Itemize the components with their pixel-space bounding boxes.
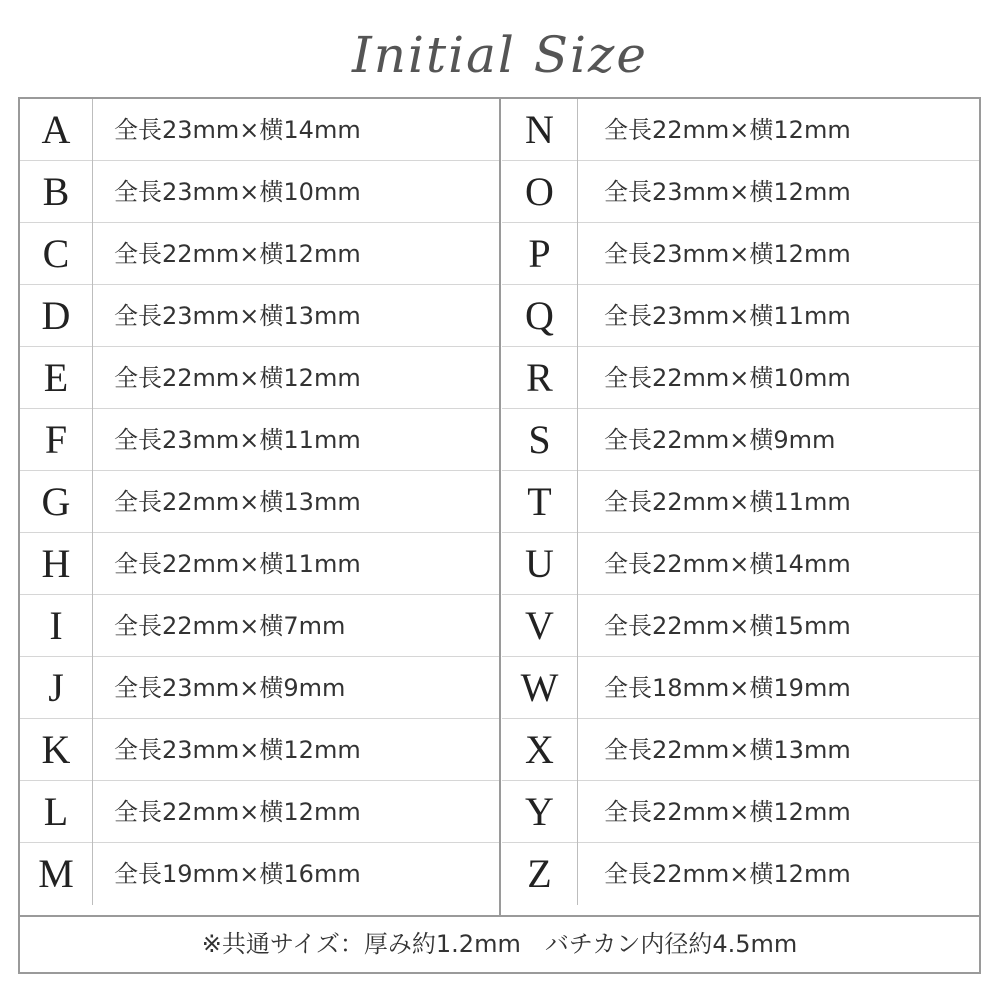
size-value: 全長23mm×横10mm — [114, 178, 361, 206]
size-value: 全長22mm×横13mm — [604, 736, 851, 764]
table-row — [20, 595, 500, 657]
table-row — [20, 285, 500, 347]
size-value: 全長23mm×横12mm — [604, 178, 851, 206]
initial-letter: I — [20, 595, 93, 657]
size-value: 全長22mm×横13mm — [114, 488, 361, 516]
size-value: 全長22mm×横12mm — [114, 364, 361, 392]
initial-letter: D — [20, 285, 93, 347]
size-value: 全長23mm×横13mm — [114, 302, 361, 330]
size-value: 全長23mm×横12mm — [114, 736, 361, 764]
size-column-right — [502, 99, 979, 915]
initial-letter: B — [20, 161, 93, 223]
initial-letter: C — [20, 223, 93, 285]
table-row — [20, 843, 500, 905]
initial-letter: G — [20, 471, 93, 533]
initial-letter: Z — [502, 843, 578, 905]
table-row — [502, 843, 979, 905]
table-row — [502, 471, 979, 533]
initial-letter: W — [502, 657, 578, 719]
size-value: 全長22mm×横12mm — [604, 860, 851, 888]
size-value: 全長22mm×横7mm — [114, 612, 346, 640]
initial-letter: N — [502, 99, 578, 161]
initial-letter: P — [502, 223, 578, 285]
table-row — [20, 347, 500, 409]
table-row — [20, 719, 500, 781]
size-value: 全長22mm×横15mm — [604, 612, 851, 640]
table-row — [20, 471, 500, 533]
table-row — [20, 161, 500, 223]
initial-letter: Y — [502, 781, 578, 843]
size-value: 全長23mm×横11mm — [604, 302, 851, 330]
initial-letter: A — [20, 99, 93, 161]
initial-letter: H — [20, 533, 93, 595]
size-column-left — [20, 99, 500, 915]
table-row — [502, 347, 979, 409]
size-value: 全長22mm×横14mm — [604, 550, 851, 578]
initial-letter: F — [20, 409, 93, 471]
size-value: 全長22mm×横10mm — [604, 364, 851, 392]
table-row — [502, 409, 979, 471]
table-row — [502, 657, 979, 719]
size-value: 全長22mm×横9mm — [604, 426, 836, 454]
column-divider — [499, 99, 501, 915]
size-value: 全長22mm×横11mm — [604, 488, 851, 516]
table-row — [20, 99, 500, 161]
size-table — [18, 97, 981, 974]
table-row — [502, 533, 979, 595]
initial-letter: O — [502, 161, 578, 223]
initial-letter: V — [502, 595, 578, 657]
size-value: 全長19mm×横16mm — [114, 860, 361, 888]
initial-letter: X — [502, 719, 578, 781]
page-title: Initial Size — [352, 26, 648, 84]
size-value: 全長22mm×横12mm — [114, 798, 361, 826]
initial-letter: E — [20, 347, 93, 409]
table-row — [502, 719, 979, 781]
initial-letter: K — [20, 719, 93, 781]
size-value: 全長23mm×横14mm — [114, 116, 361, 144]
size-value: 全長23mm×横9mm — [114, 674, 346, 702]
initial-letter: L — [20, 781, 93, 843]
table-row — [20, 409, 500, 471]
size-value: 全長23mm×横12mm — [604, 240, 851, 268]
common-size-note: ※共通サイズ：厚み約1.2mm バチカン内径約4.5mm — [20, 915, 979, 972]
initial-letter: R — [502, 347, 578, 409]
table-row — [20, 533, 500, 595]
table-row — [502, 781, 979, 843]
initial-letter: Q — [502, 285, 578, 347]
size-value: 全長22mm×横12mm — [114, 240, 361, 268]
size-value: 全長22mm×横12mm — [604, 116, 851, 144]
size-value: 全長22mm×横11mm — [114, 550, 361, 578]
initial-letter: M — [20, 843, 93, 905]
initial-letter: T — [502, 471, 578, 533]
table-row — [20, 657, 500, 719]
initial-letter: U — [502, 533, 578, 595]
table-row — [20, 781, 500, 843]
size-value: 全長23mm×横11mm — [114, 426, 361, 454]
table-row — [502, 99, 979, 161]
table-row — [20, 223, 500, 285]
size-value: 全長18mm×横19mm — [604, 674, 851, 702]
size-value: 全長22mm×横12mm — [604, 798, 851, 826]
initial-letter: S — [502, 409, 578, 471]
table-row — [502, 161, 979, 223]
table-row — [502, 595, 979, 657]
table-row — [502, 223, 979, 285]
initial-letter: J — [20, 657, 93, 719]
table-row — [502, 285, 979, 347]
